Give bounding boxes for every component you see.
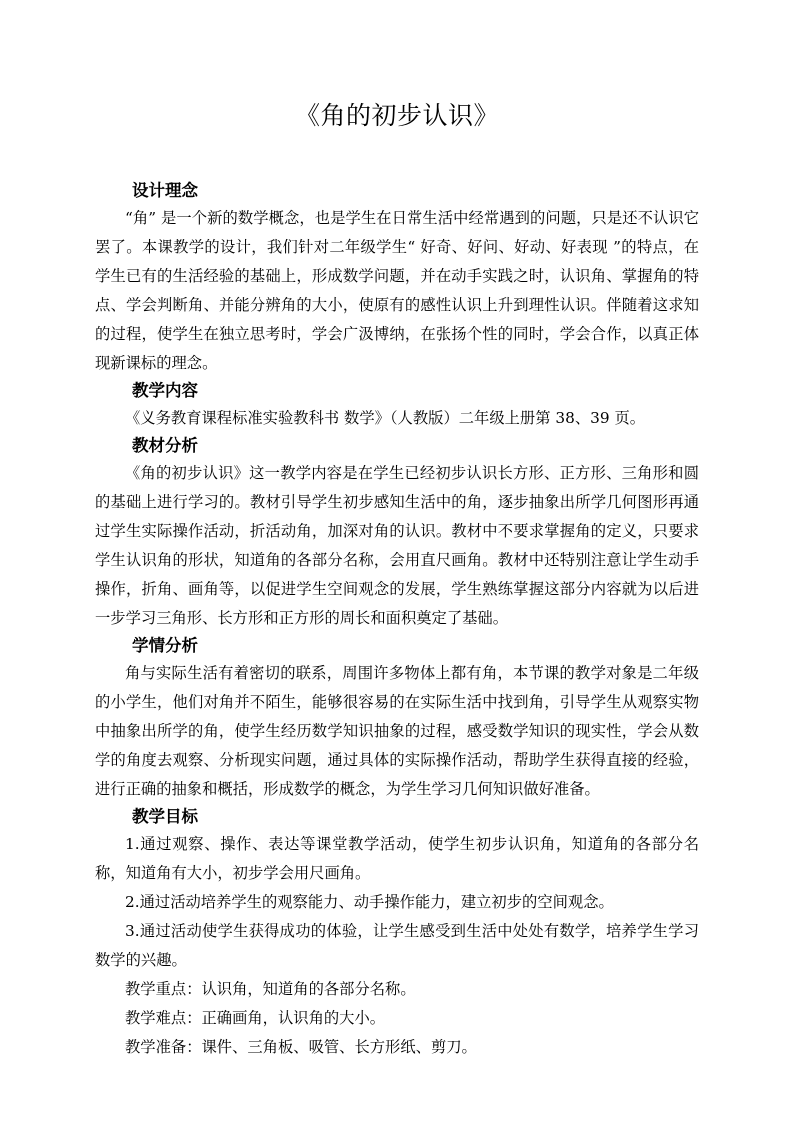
section-heading-content: 教学内容 <box>132 381 198 400</box>
key-point-line: 教学重点：认识角，知道角的各部分名称。 <box>125 980 416 998</box>
goal-item-2: 2.通过活动培养学生的观察能力、动手操作能力，建立初步的空间观念。 <box>125 893 614 911</box>
design-paragraph: “角” 是一个新的数学概念，也是学生在日常生活中经常遇到的问题，只是还不认识它罢了。本课教学的设计，我们针对二年级学生“ 好奇、好问、好动、好表现 ”的特点，在学生已有的生活经验的基础上，形成数学问题，并在动手实践之时，认识角、掌握角的特点、学会判断角、并能分辨角的大小，使原有的感性认识上升到理性认识。伴随着这求知的过程，使学生在独立思考时，学会广汲博纳，在张扬个性的同时，学会合作，以真正体现新课标的理念。 <box>95 209 699 372</box>
document-title: 《角的初步认识》 <box>294 101 499 130</box>
section-heading-students: 学情分析 <box>132 636 198 655</box>
section-heading-material: 教材分析 <box>132 436 198 455</box>
section-heading-goals: 教学目标 <box>132 807 198 826</box>
goal-item-1: 1.通过观察、操作、表达等课堂教学活动，使学生初步认识角，知道角的各部分名称，知道角有大小，初步学会用尺画角。 <box>95 835 699 882</box>
preparation-line: 教学准备：课件、三角板、吸管、长方形纸、剪刀。 <box>125 1038 477 1056</box>
students-paragraph: 角与实际生活有着密切的联系，周围许多物体上都有角，本节课的教学对象是二年级的小学生，他们对角并不陌生，能够很容易的在实际生活中找到角，引导学生从观察实物中抽象出所学的角，使学生经历数学知识抽象的过程，感受数学知识的现实性，学会从数学的角度去观察、分析现实问题，通过具体的实际操作活动，帮助学生获得直接的经验，进行正确的抽象和概括，形成数学的概念，为学生学习几何知识做好准备。 <box>95 664 699 798</box>
goal-item-3: 3.通过活动使学生获得成功的体验，让学生感受到生活中处处有数学，培养学生学习数学的兴趣。 <box>95 922 699 969</box>
section-heading-design: 设计理念 <box>132 181 198 200</box>
material-paragraph: 《角的初步认识》这一教学内容是在学生已经初步认识长方形、正方形、三角形和圆的基础上进行学习的。教材引导学生初步感知生活中的角，逐步抽象出所学几何图形再通过学生实际操作活动，折活动角，加深对角的认识。教材中不要求掌握角的定义，只要求学生认识角的形状，知道角的各部分名称，会用直尺画角。教材中还特别注意让学生动手操作，折角、画角等，以促进学生空间观念的发展，学生熟练掌握这部分内容就为以后进一步学习三角形、长方形和正方形的周长和面积奠定了基础。 <box>95 464 699 627</box>
difficulty-line: 教学难点：正确画角，认识角的大小。 <box>125 1009 386 1027</box>
content-paragraph: 《义务教育课程标准实验教科书 数学》（人教版）二年级上册第 38、39 页。 <box>125 409 646 427</box>
